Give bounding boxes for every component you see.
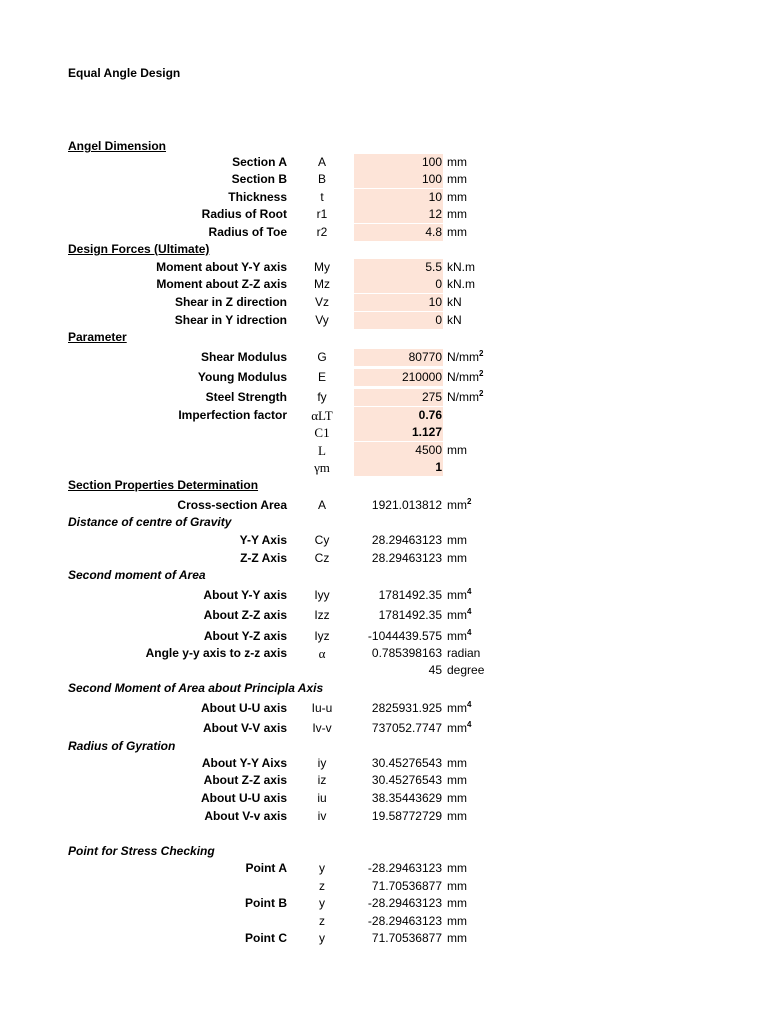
section-header: Second moment of Area — [68, 568, 206, 582]
input-cell[interactable]: 210000 — [354, 369, 443, 386]
row-unit — [447, 930, 467, 947]
row-unit — [447, 790, 467, 807]
table-row — [0, 389, 768, 406]
row-unit — [447, 206, 467, 223]
value-cell[interactable]: -1044439.575 — [367, 629, 442, 643]
row-label: Radius of Root — [201, 207, 287, 221]
unit-text: mm — [447, 896, 467, 910]
row-label: About V-V axis — [202, 721, 287, 735]
table-row — [0, 700, 768, 717]
table-row — [0, 224, 768, 241]
table-row — [0, 860, 768, 877]
input-cell[interactable]: 12 — [354, 206, 443, 223]
unit-exponent: 2 — [479, 389, 484, 398]
row-symbol: iy — [317, 756, 327, 770]
unit-text: mm — [447, 190, 467, 204]
row-symbol: αLT — [311, 408, 333, 423]
table-row — [0, 171, 768, 188]
unit-text: mm — [447, 756, 467, 770]
input-cell[interactable]: 0.76 — [354, 407, 443, 424]
row-unit — [447, 154, 467, 171]
value-cell[interactable]: -28.29463123 — [367, 896, 442, 910]
row-symbol: E — [317, 370, 326, 384]
row-symbol: Vz — [314, 295, 329, 309]
value-cell[interactable]: 45 — [428, 663, 442, 677]
section-header-row — [0, 138, 768, 155]
unit-text: mm — [447, 588, 467, 602]
table-row — [0, 369, 768, 386]
value-cell[interactable]: 71.70536877 — [371, 931, 442, 945]
input-cell[interactable]: 100 — [354, 154, 443, 171]
row-symbol: Cz — [314, 551, 330, 565]
row-label: About Y-Z axis — [203, 629, 287, 643]
row-unit — [447, 259, 475, 276]
row-symbol: α — [318, 646, 326, 661]
section-header-row — [0, 567, 768, 584]
section-header-row — [0, 329, 768, 346]
row-symbol: My — [314, 260, 330, 274]
row-unit — [447, 171, 467, 188]
row-label: Section B — [231, 172, 287, 186]
row-unit — [447, 895, 467, 912]
input-cell[interactable]: 0 — [354, 276, 443, 293]
row-unit — [447, 550, 467, 567]
section-header-row — [0, 738, 768, 755]
row-symbol: Vy — [315, 313, 329, 327]
row-symbol: r2 — [316, 225, 328, 239]
table-row — [0, 645, 768, 662]
row-unit — [447, 442, 467, 459]
unit-text: radian — [447, 646, 481, 660]
row-unit — [447, 700, 471, 717]
row-symbol: Iv-v — [312, 721, 332, 735]
row-symbol: Izz — [314, 608, 330, 622]
section-header-row — [0, 680, 768, 697]
section-header: Point for Stress Checking — [68, 844, 215, 858]
unit-text: mm — [447, 879, 467, 893]
row-symbol: iv — [317, 809, 327, 823]
unit-text: mm — [447, 721, 467, 735]
unit-text: kN — [447, 313, 462, 327]
row-unit — [447, 497, 471, 514]
value-cell[interactable]: 737052.7747 — [371, 721, 442, 735]
row-label: Section A — [232, 155, 287, 169]
unit-exponent: 4 — [467, 587, 472, 596]
row-unit — [447, 628, 471, 645]
row-unit — [447, 349, 483, 366]
row-label: Radius of Toe — [208, 225, 287, 239]
section-header-row — [0, 843, 768, 860]
unit-exponent: 2 — [467, 497, 472, 506]
unit-text: N/mm — [447, 390, 479, 404]
section-header-row — [0, 241, 768, 258]
table-row — [0, 587, 768, 604]
row-symbol: γm — [314, 460, 330, 475]
row-symbol: iz — [317, 773, 327, 787]
table-row — [0, 662, 768, 679]
row-symbol: Iyy — [314, 588, 330, 602]
value-cell[interactable]: 30.45276543 — [371, 756, 442, 770]
row-label: Z-Z Axis — [240, 551, 287, 565]
row-label: Shear Modulus — [200, 350, 287, 364]
row-unit — [447, 645, 480, 662]
row-unit — [447, 755, 467, 772]
row-symbol: Iyz — [314, 629, 330, 643]
row-label: Cross-section Area — [177, 498, 287, 512]
row-unit — [447, 772, 467, 789]
row-label: About Y-Y Aixs — [201, 756, 287, 770]
unit-text: N/mm — [447, 350, 479, 364]
input-cell[interactable]: 4500 — [354, 442, 443, 459]
row-symbol: Iu-u — [311, 701, 333, 715]
table-row — [0, 407, 768, 424]
unit-text: mm — [447, 701, 467, 715]
section-header: Angel Dimension — [68, 139, 167, 153]
row-symbol: z — [319, 914, 325, 928]
value-cell[interactable]: 38.35443629 — [371, 791, 442, 805]
row-unit — [447, 913, 467, 930]
row-symbol: Mz — [314, 277, 330, 291]
input-cell[interactable]: 1 — [354, 459, 443, 476]
input-cell[interactable]: 80770 — [354, 349, 443, 366]
table-row — [0, 349, 768, 366]
unit-text: mm — [447, 861, 467, 875]
table-row — [0, 442, 768, 459]
unit-text: N/mm — [447, 370, 479, 384]
row-symbol: r1 — [316, 207, 328, 221]
unit-text: mm — [447, 155, 467, 169]
unit-text: mm — [447, 809, 467, 823]
value-cell[interactable]: 0.785398163 — [371, 646, 442, 660]
unit-text: mm — [447, 533, 467, 547]
unit-exponent: 4 — [467, 607, 472, 616]
unit-text: mm — [447, 931, 467, 945]
table-row — [0, 189, 768, 206]
section-header: Second Moment of Area about Principla Axis — [68, 681, 324, 695]
row-symbol: y — [319, 931, 325, 945]
unit-text: degree — [447, 663, 485, 677]
table-row — [0, 206, 768, 223]
unit-text: mm — [447, 608, 467, 622]
row-symbol: A — [317, 155, 326, 169]
input-cell[interactable]: 0 — [354, 312, 443, 329]
row-label: Moment about Z-Z axis — [156, 277, 287, 291]
unit-text: kN — [447, 295, 462, 309]
row-unit — [447, 720, 471, 737]
row-label: Thickness — [228, 190, 287, 204]
table-row — [0, 154, 768, 171]
value-cell[interactable]: 28.29463123 — [371, 533, 442, 547]
value-cell[interactable]: 1781492.35 — [378, 588, 442, 602]
row-unit — [447, 808, 467, 825]
page-title: Equal Angle Design — [68, 66, 181, 80]
row-unit — [447, 532, 467, 549]
unit-exponent: 4 — [467, 720, 472, 729]
input-cell[interactable]: 5.5 — [354, 259, 443, 276]
table-row — [0, 312, 768, 329]
unit-text: mm — [447, 225, 467, 239]
table-row — [0, 913, 768, 930]
table-row — [0, 930, 768, 947]
row-label: About Y-Y axis — [203, 588, 287, 602]
unit-text: mm — [447, 498, 467, 512]
input-cell[interactable]: 1.127 — [354, 424, 443, 441]
row-symbol: y — [319, 861, 325, 875]
unit-text: mm — [447, 443, 467, 457]
value-cell[interactable]: 30.45276543 — [371, 773, 442, 787]
row-label: Imperfection factor — [178, 408, 287, 422]
row-label: About U-U axis — [200, 791, 287, 805]
row-label: About V-v axis — [204, 809, 287, 823]
row-unit — [447, 607, 471, 624]
row-label: Shear in Y idrection — [174, 313, 287, 327]
row-label: Angle y-y axis to z-z axis — [145, 646, 287, 660]
value-cell[interactable]: 71.70536877 — [371, 879, 442, 893]
value-cell[interactable]: 28.29463123 — [371, 551, 442, 565]
input-cell[interactable]: 100 — [354, 171, 443, 188]
table-row — [0, 720, 768, 737]
table-row — [0, 628, 768, 645]
unit-text: kN.m — [447, 260, 475, 274]
row-label: Steel Strength — [205, 390, 287, 404]
row-symbol: iu — [317, 791, 327, 805]
section-header-row — [0, 514, 768, 531]
table-row — [0, 497, 768, 514]
table-row — [0, 755, 768, 772]
row-label: Point A — [245, 861, 287, 875]
table-row — [0, 459, 768, 476]
table-row — [0, 294, 768, 311]
row-label: About Z-Z axis — [203, 608, 287, 622]
row-label: Point B — [245, 896, 287, 910]
table-row — [0, 276, 768, 293]
row-symbol: t — [320, 190, 324, 204]
input-cell[interactable]: 4.8 — [354, 224, 443, 241]
unit-text: mm — [447, 791, 467, 805]
table-row — [0, 878, 768, 895]
row-unit — [447, 587, 471, 604]
section-header: Section Properties Determination — [68, 478, 259, 492]
value-cell[interactable]: -28.29463123 — [367, 914, 442, 928]
section-header: Radius of Gyration — [68, 739, 176, 753]
unit-text: mm — [447, 551, 467, 565]
row-unit — [447, 224, 467, 241]
row-label: Young Modulus — [197, 370, 287, 384]
row-symbol: A — [317, 498, 326, 512]
row-unit — [447, 369, 483, 386]
row-label: About Z-Z axis — [203, 773, 287, 787]
section-header: Distance of centre of Gravity — [68, 515, 232, 529]
table-row — [0, 424, 768, 441]
row-symbol: B — [317, 172, 326, 186]
value-cell[interactable]: 2825931.925 — [371, 701, 442, 715]
table-row — [0, 790, 768, 807]
row-unit — [447, 312, 462, 329]
row-label: Point C — [245, 931, 287, 945]
unit-text: mm — [447, 629, 467, 643]
row-unit — [447, 860, 467, 877]
table-row — [0, 532, 768, 549]
input-cell[interactable]: 10 — [354, 294, 443, 311]
unit-exponent: 4 — [467, 700, 472, 709]
row-symbol: L — [318, 443, 326, 458]
table-row — [0, 259, 768, 276]
row-unit — [447, 189, 467, 206]
unit-text: mm — [447, 207, 467, 221]
table-row — [0, 772, 768, 789]
row-unit — [447, 294, 462, 311]
row-label: About U-U axis — [200, 701, 287, 715]
row-unit — [447, 878, 467, 895]
table-row — [0, 607, 768, 624]
row-label: Moment about Y-Y axis — [156, 260, 287, 274]
row-symbol: y — [319, 896, 325, 910]
unit-text: mm — [447, 172, 467, 186]
unit-exponent: 2 — [479, 349, 484, 358]
value-cell[interactable]: 1781492.35 — [378, 608, 442, 622]
unit-text: mm — [447, 914, 467, 928]
row-symbol: G — [317, 350, 327, 364]
row-label: Shear in Z direction — [174, 295, 287, 309]
row-label: Y-Y Axis — [239, 533, 287, 547]
row-symbol: C1 — [314, 425, 330, 440]
row-unit — [447, 662, 484, 679]
value-cell[interactable]: -28.29463123 — [367, 861, 442, 875]
row-unit — [447, 276, 475, 293]
table-row — [0, 808, 768, 825]
unit-text: kN.m — [447, 277, 475, 291]
input-cell[interactable]: 275 — [354, 389, 443, 406]
unit-exponent: 2 — [479, 369, 484, 378]
table-row — [0, 550, 768, 567]
section-header: Design Forces (Ultimate) — [68, 242, 210, 256]
section-header-row — [0, 477, 768, 494]
input-cell[interactable]: 10 — [354, 189, 443, 206]
row-symbol: fy — [317, 390, 327, 404]
value-cell[interactable]: 1921.013812 — [371, 498, 442, 512]
row-symbol: z — [319, 879, 325, 893]
table-row — [0, 895, 768, 912]
row-unit — [447, 389, 483, 406]
value-cell[interactable]: 19.58772729 — [371, 809, 442, 823]
unit-text: mm — [447, 773, 467, 787]
section-header: Parameter — [68, 330, 127, 344]
unit-exponent: 4 — [467, 628, 472, 637]
row-symbol: Cy — [314, 533, 330, 547]
